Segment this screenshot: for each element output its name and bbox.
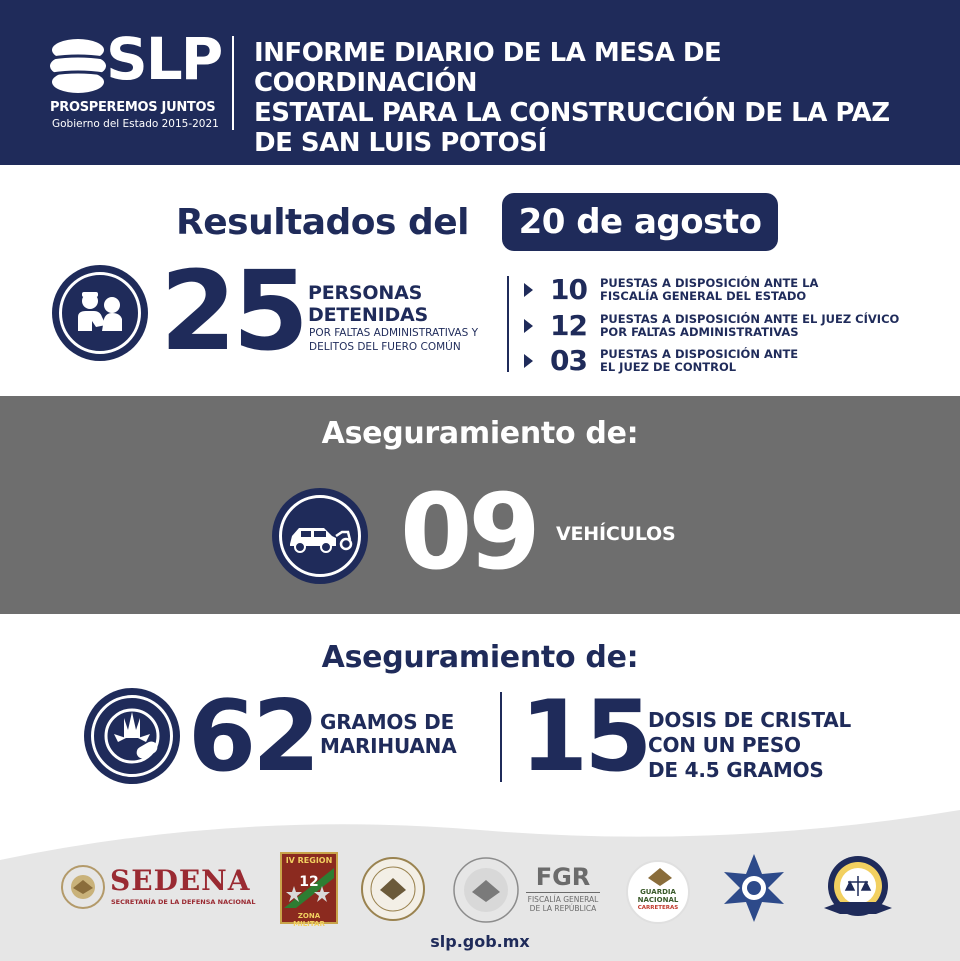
mexico-coat-of-arms-icon xyxy=(452,856,520,924)
fgr-subtitle: FISCALÍA GENERAL xyxy=(527,895,599,904)
police-badge-icon xyxy=(718,852,790,924)
breakdown-number: 12 xyxy=(550,309,587,342)
guardia-nacional-carreteras-logo xyxy=(626,860,690,924)
detained-label-line: PERSONAS xyxy=(308,282,423,304)
header-banner xyxy=(0,0,960,165)
vehicles-count: 09 xyxy=(400,471,537,593)
crystal-label-line: CON UN PESO xyxy=(648,733,801,757)
breakdown-text xyxy=(600,313,920,339)
marijuana-label xyxy=(320,710,456,758)
detained-label-line: DETENIDAS xyxy=(308,304,429,326)
breakdown-text-line: EL JUEZ DE CONTROL xyxy=(600,360,737,374)
header-divider xyxy=(232,36,234,130)
detained-sublabel-line: DELITOS DEL FUERO COMÚN xyxy=(309,341,461,353)
breakdown-text xyxy=(600,348,920,374)
drugs-heading: Aseguramiento de: xyxy=(321,640,639,675)
detained-persons-icon xyxy=(52,265,148,361)
gn-label-line: GUARDIA xyxy=(640,888,676,896)
breakdown-text xyxy=(600,277,920,303)
breakdown-text-line: PUESTAS A DISPOSICIÓN ANTE EL JUEZ CÍVICO xyxy=(600,312,900,326)
detained-label xyxy=(308,282,428,326)
website-url: slp.gob.mx xyxy=(430,932,530,951)
vehicles-heading: Aseguramiento de: xyxy=(321,416,639,451)
results-divider xyxy=(507,276,509,372)
breakdown-text-line: PUESTAS A DISPOSICIÓN ANTE xyxy=(600,347,799,361)
fiscalia-estado-seal-icon xyxy=(820,852,896,924)
detained-sublabel-line: POR FALTAS ADMINISTRATIVAS Y xyxy=(309,327,478,339)
results-heading: Resultados del xyxy=(176,202,470,243)
slp-logo-icon xyxy=(48,36,108,96)
arrow-right-icon xyxy=(524,319,533,333)
breakdown-number: 10 xyxy=(550,273,587,306)
crystal-label-line: DOSIS DE CRISTAL xyxy=(648,708,852,732)
mexico-eagle-emblem-icon xyxy=(60,864,106,910)
gn-label-line: NACIONAL xyxy=(637,896,679,904)
marijuana-count: 62 xyxy=(188,680,317,794)
gn-label xyxy=(628,888,688,912)
report-title xyxy=(254,38,934,158)
vehicle-icon xyxy=(272,488,368,584)
report-title-line: ESTATAL PARA LA CONSTRUCCIÓN DE LA PAZ xyxy=(254,98,890,128)
detained-sublabel xyxy=(309,326,478,354)
vehicles-label: VEHÍCULOS xyxy=(556,523,676,545)
sedena-subtitle: SECRETARÍA DE LA DEFENSA NACIONAL xyxy=(111,898,256,906)
report-title-line: DE SAN LUIS POTOSÍ xyxy=(254,128,547,158)
vehicles-section xyxy=(0,396,960,614)
arrow-right-icon xyxy=(524,283,533,297)
arrow-right-icon xyxy=(524,354,533,368)
sedena-logo-text: SEDENA xyxy=(110,864,251,897)
logo-text: SLP xyxy=(106,25,222,93)
marijuana-label-line: MARIHUANA xyxy=(320,734,457,758)
report-title-line: INFORME DIARIO DE LA MESA DE COORDINACIÓN xyxy=(254,38,722,98)
breakdown-number: 03 xyxy=(550,344,587,377)
guardia-nacional-seal-icon xyxy=(360,856,426,922)
breakdown-text-line: PUESTAS A DISPOSICIÓN ANTE LA xyxy=(600,276,819,290)
zona-militar-label: ZONA MILITAR xyxy=(293,912,325,928)
eagle-icon xyxy=(648,868,672,886)
marijuana-label-line: GRAMOS DE xyxy=(320,710,455,734)
zona-militar-number: 12 xyxy=(299,874,319,890)
zona-militar-badge xyxy=(280,852,338,928)
crystal-count: 15 xyxy=(520,680,649,794)
fgr-logo xyxy=(526,864,600,913)
logo-motto: PROSPEREMOS JUNTOS xyxy=(50,100,216,115)
crystal-label-line: DE 4.5 GRAMOS xyxy=(648,758,824,782)
government-period: Gobierno del Estado 2015-2021 xyxy=(52,118,219,130)
fgr-subtitle: DE LA REPÚBLICA xyxy=(529,904,597,913)
breakdown-text-line: POR FALTAS ADMINISTRATIVAS xyxy=(600,325,799,339)
drugs-icon xyxy=(84,688,180,784)
gn-label-line: CARRETERAS xyxy=(637,905,679,911)
fgr-logo-text: FGR xyxy=(535,863,591,891)
drugs-divider xyxy=(500,692,502,782)
crystal-label xyxy=(648,708,851,783)
detained-count: 25 xyxy=(160,247,306,375)
zona-militar-region: IV REGION xyxy=(285,856,333,865)
date-badge: 20 de agosto xyxy=(502,193,778,251)
breakdown-text-line: FISCALÍA GENERAL DEL ESTADO xyxy=(600,289,807,303)
